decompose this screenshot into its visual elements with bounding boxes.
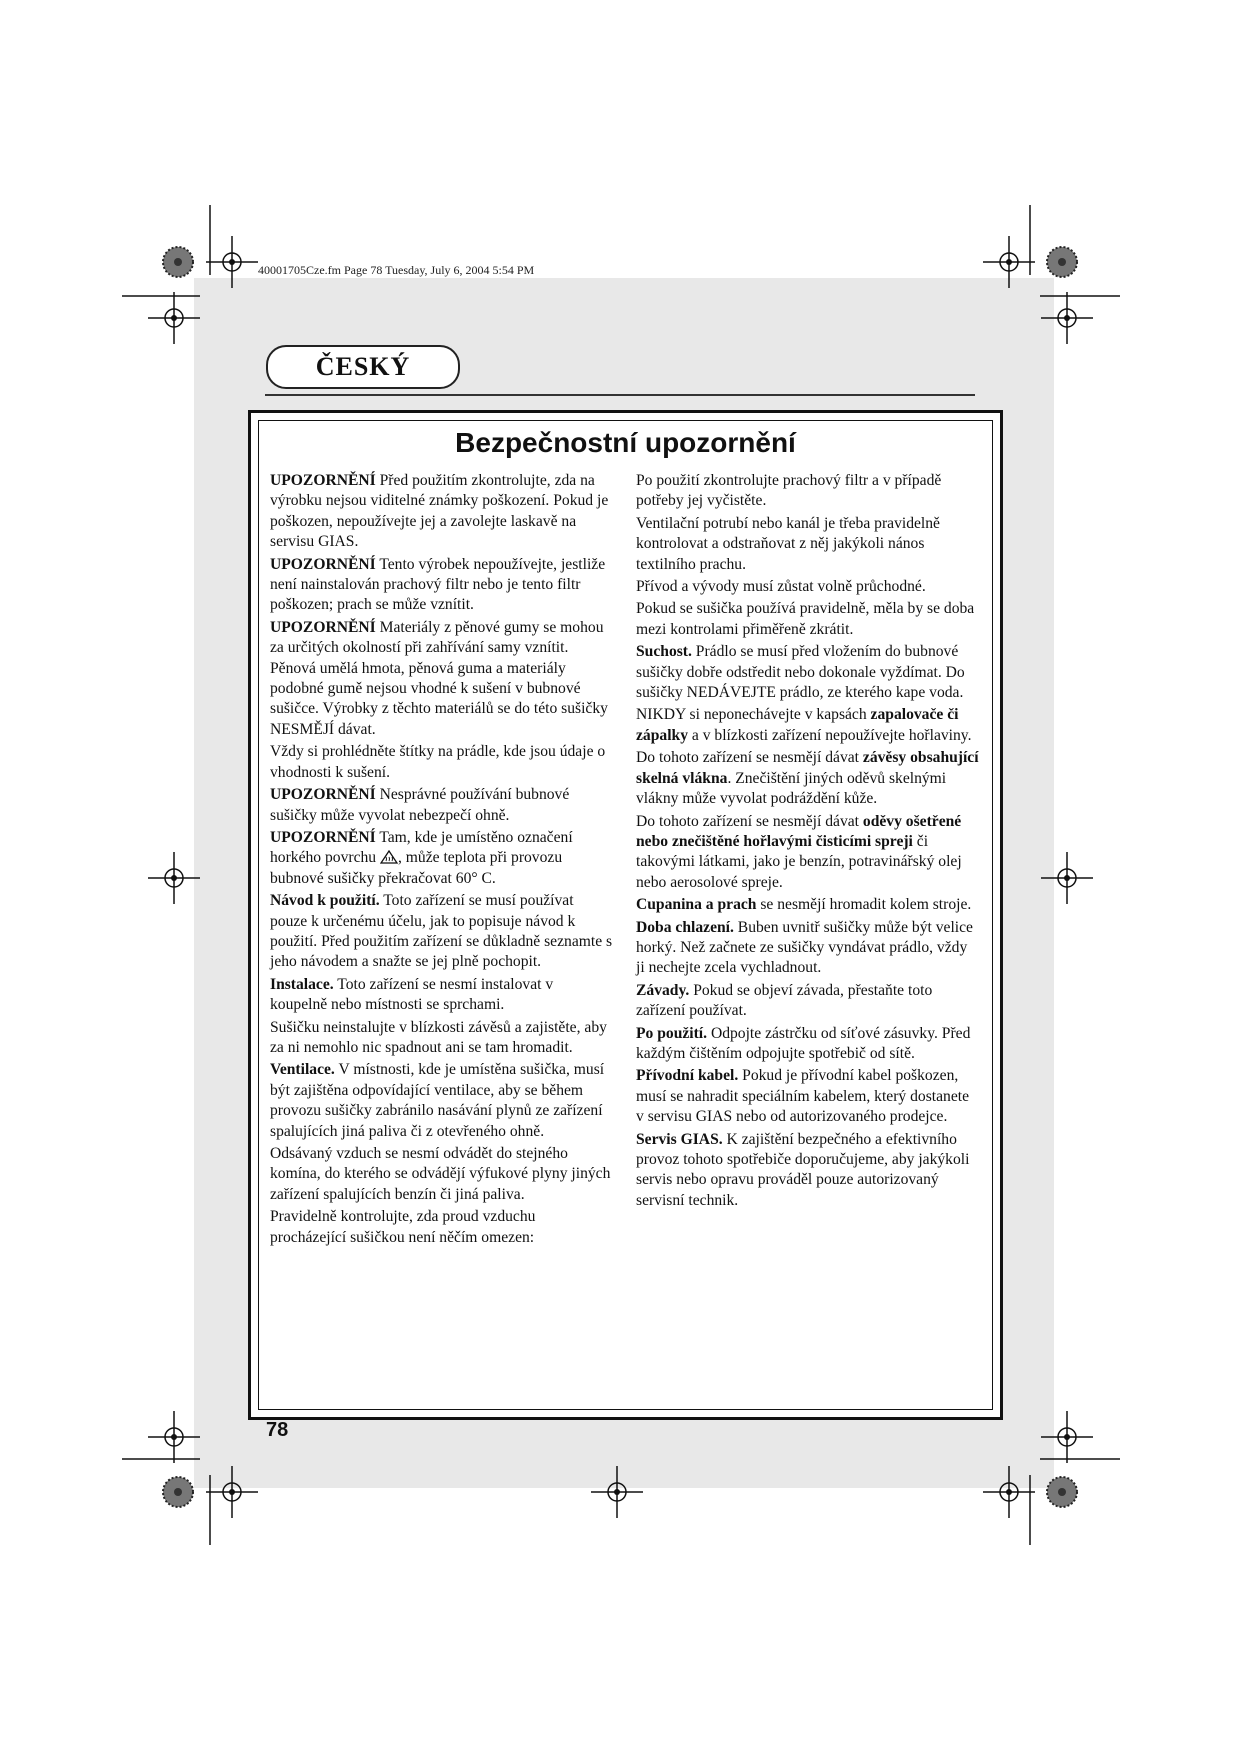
right-column [636, 471, 979, 1213]
registration-sun-icon [163, 247, 193, 277]
paragraph: Do tohoto zařízení se nesmějí dávat závěsy obsahující skelná vlákna. Znečištění jiných oděvů skelnými vlákny může vyvolat podráždění kůže. [636, 749, 979, 808]
paragraph: Pokud se sušička používá pravidelně, měla by se doba mezi kontrolami přiměřeně zkrátit. [636, 600, 975, 638]
crosshair-icon [148, 1411, 200, 1463]
paragraph: Doba chlazení. Buben uvnitř sušičky může být velice horký. Než začnete ze sušičky vyndávat prádlo, vždy ji nechejte zcela vychladnout. [636, 918, 973, 977]
page-number: 78 [266, 1419, 289, 1441]
crosshair-icon [983, 1466, 1035, 1518]
paragraph: Do tohoto zařízení se nesmějí dávat oděvy ošetřené nebo znečištěné hořlavými čisticími spreji či takovými látkami, jako je benzín, potravinářský olej nebo aerosolové spreje. [636, 812, 962, 891]
paragraph: Servis GIAS. K zajištění bezpečného a efektivního provoz tohoto spotřebiče doporučujeme, aby jakýkoli servis nebo opravu prováděl pouze autorizovaný servisní technik. [636, 1130, 970, 1209]
paragraph: Závady. Pokud se objeví závada, přestaňte toto zařízení používat. [636, 981, 933, 1020]
language-label: ČESKÝ [315, 352, 411, 381]
paragraph: UPOZORNĚNÍ Tento výrobek nepoužívejte, jestliže není nainstalován prachový filtr nebo je tento filtr poškozen; prach se může vznítit. [270, 555, 606, 614]
paragraph: UPOZORNĚNÍ Materiály z pěnové gumy se mohou za určitých okolností při zahřívání samy vznítit. Pěnová umělá hmota, pěnová guma a materiály podobné gumě nejsou vhodné k sušení v bubnové sušičce. Výrobky z těchto materiálů se do této sušičky NESMĚJÍ dávat. [270, 618, 608, 738]
left-column [270, 471, 613, 1250]
paragraph: Návod k použití. Toto zařízení se musí používat pouze k určenému účelu, jak to popisuje návod k použití. Před použitím zařízení se důkladně seznamte s jeho návodem a snažte se jej plně pochopit. [270, 892, 613, 971]
paragraph: Po použití zkontrolujte prachový filtr a v případě potřeby jej vyčistěte. [636, 472, 942, 510]
hot-surface-warning-icon [380, 850, 398, 864]
registration-sun-icon [1047, 247, 1077, 277]
paragraph: NIKDY si neponechávejte v kapsách zapalovače či zápalky a v blízkosti zařízení nepoužívejte hořlaviny. [636, 706, 972, 744]
crosshair-icon [206, 1466, 258, 1518]
paragraph: Vždy si prohlédněte štítky na prádle, kde jsou údaje o vhodnosti k sušení. [270, 743, 606, 781]
paragraph: UPOZORNĚNÍ Před použitím zkontrolujte, zda na výrobku nejsou viditelné známky poškození. Pokud je poškozen, nepoužívejte jej a zavolejte laskavě na servisu GIAS. [270, 472, 609, 551]
paragraph: Cupanina a prach se nesmějí hromadit kolem stroje. [636, 896, 972, 914]
paragraph: Instalace. Toto zařízení se nesmí instalovat v koupelně nebo místnosti se sprchami. [270, 975, 554, 1014]
crosshair-icon [1041, 852, 1093, 904]
paragraph: Ventilace. V místnosti, kde je umístěna sušička, musí být zajištěna odpovídající ventilace, aby se během provozu sušičky zabránilo nasávání plynů ze zařízení spalujících jiná paliva či z otevřeného ohně. [270, 1061, 605, 1140]
crosshair-icon [1041, 292, 1093, 344]
page-title: Bezpečnostní upozornění [455, 427, 796, 458]
registration-sun-icon [1047, 1477, 1077, 1507]
paragraph: Přívodní kabel. Pokud je přívodní kabel poškozen, musí se nahradit speciálním kabelem, který dostanete v servisu GIAS nebo od autorizovaného prodejce. [636, 1067, 969, 1126]
language-tab [266, 345, 460, 389]
paragraph: Po použití. Odpojte zástrčku od síťové zásuvky. Před každým čištěním odpojujte spotřebič od sítě. [636, 1024, 971, 1062]
paragraph: Suchost. Prádlo se musí před vložením do bubnové sušičky dobře odstředit nebo dokonale vyždímat. Do sušičky NEDÁVEJTE prádlo, ze kterého kape voda. [636, 643, 965, 702]
divider [265, 394, 975, 396]
crosshair-icon [591, 1466, 643, 1518]
crosshair-icon [148, 292, 200, 344]
paragraph: Odsávaný vzduch se nesmí odvádět do stejného komína, do kterého se odvádějí výfukové plyny jiných zařízení spalujících benzín či jiná paliva. [270, 1145, 611, 1203]
paragraph: Ventilační potrubí nebo kanál je třeba pravidelně kontrolovat a odstraňovat z něj jakýkoli nános textilního prachu. [636, 514, 940, 573]
safety-notice-box [248, 410, 1003, 1420]
file-header: 40001705Cze.fm Page 78 Tuesday, July 6, 2004 5:54 PM [258, 263, 535, 277]
paragraph: Přívod a vývody musí zůstat volně průchodné. [636, 578, 926, 596]
crosshair-icon [983, 236, 1035, 288]
crosshair-icon [206, 236, 258, 288]
paragraph: Pravidelně kontrolujte, zda proud vzduchu procházející sušičkou není něčím omezen: [270, 1208, 536, 1246]
paragraph: UPOZORNĚNÍ Nesprávné používání bubnové sušičky může vyvolat nebezpečí ohně. [270, 786, 570, 824]
crosshair-icon [148, 852, 200, 904]
paragraph: UPOZORNĚNÍ Tam, kde je umístěno označení horkého povrchu , může teplota při provozu bubnové sušičky překračovat 60° C. [270, 828, 573, 887]
crosshair-icon [1041, 1411, 1093, 1463]
registration-sun-icon [163, 1477, 193, 1507]
paragraph: Sušičku neinstalujte v blízkosti závěsů a zajistěte, aby za ni nemohlo nic spadnout ani se tam hromadit. [270, 1018, 607, 1056]
